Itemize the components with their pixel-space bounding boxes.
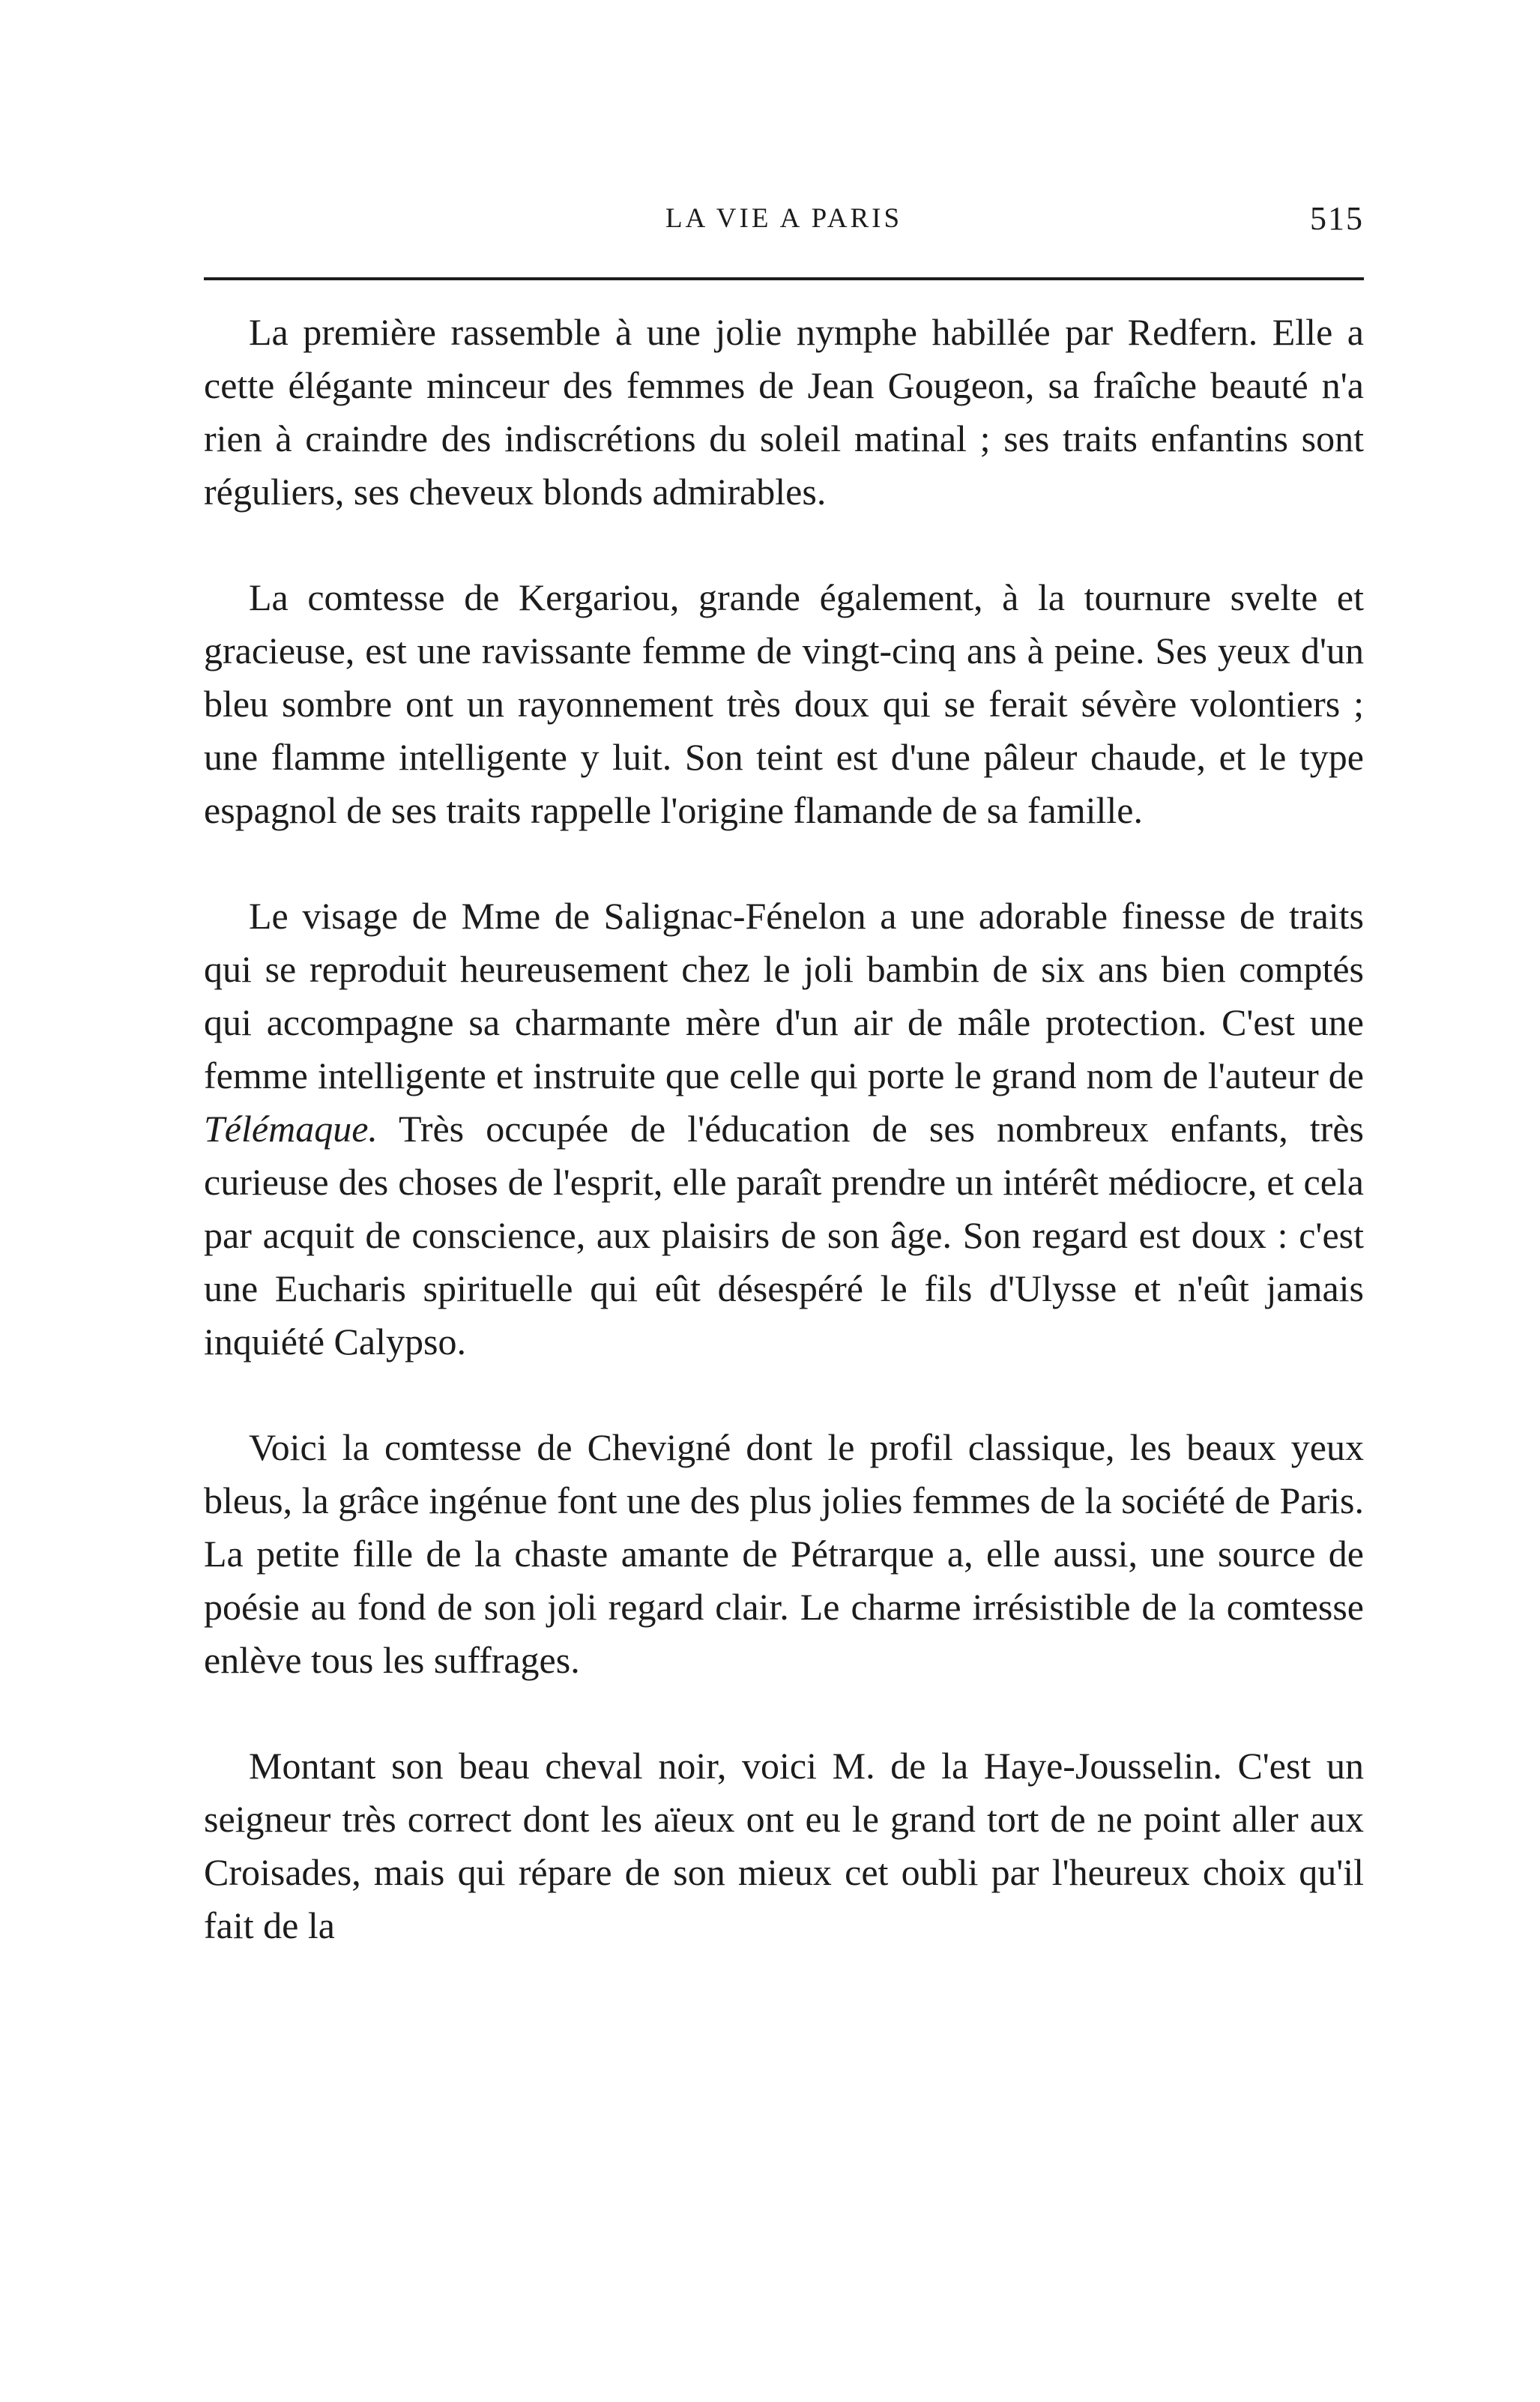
paragraph-1: La première rassemble à une jolie nymphe habillée par Redfern. Elle a cette élégante minceur des femmes de Jean Gougeon, sa fraîche beauté n'a rien à craindre des indiscrétions du soleil matinal ; ses traits enfantins sont réguliers, ses cheveux blonds admirables. — [204, 311, 1364, 513]
header-rule — [204, 277, 1364, 280]
paragraph-5: Montant son beau cheval noir, voici M. de la Haye-Jousselin. C'est un seigneur très correct dont les aïeux ont eu le grand tort de ne point aller aux Croisades, mais qui répare de son mieux cet oubli par l'heureux choix qu'il fait de la — [204, 1745, 1364, 1946]
paragraph-3-text-after: Très occupée de l'éducation de ses nombreux enfants, très curieuse des choses de l'esprit, elle paraît prendre un intérêt médiocre, et cela par acquit de conscience, aux plaisirs de son âge. Son regard est doux : c'est une Eucharis spirituelle qui eût désespéré le fils d'Ulysse et n'eût jamais inquiété Calypso. — [204, 1108, 1364, 1363]
paragraph-3-italic-title: Télémaque. — [204, 1108, 378, 1150]
paragraph-4: Voici la comtesse de Chevigné dont le profil classique, les beaux yeux bleus, la grâce ingénue font une des plus jolies femmes de la société de Paris. La petite fille de la chaste amante de Pétrarque a, elle aussi, une source de poésie au fond de son joli regard clair. Le charme irrésistible de la comtesse enlève tous les suffrages. — [204, 1426, 1364, 1681]
running-title: LA VIE A PARIS — [665, 203, 903, 234]
page-number: 515 — [1310, 200, 1364, 237]
body-text — [204, 306, 1364, 2005]
paragraph-2: La comtesse de Kergariou, grande également, à la tournure svelte et gracieuse, est une ravissante femme de vingt-cinq ans à peine. Ses yeux d'un bleu sombre ont un rayonnement très doux qui se ferait sévère volontiers ; une flamme intelligente y luit. Son teint est d'une pâleur chaude, et le type espagnol de ses traits rappelle l'origine flamande de sa famille. — [204, 576, 1364, 831]
paragraph-3-text-before: Le visage de Mme de Salignac-Fénelon a une adorable finesse de traits qui se reproduit heureusement chez le joli bambin de six ans bien comptés qui accompagne sa charmante mère d'un air de mâle protection. C'est une femme intelligente et instruite que celle qui porte le grand nom de l'auteur de — [204, 895, 1364, 1096]
paragraph-3 — [204, 890, 1364, 1369]
running-header — [204, 196, 1364, 241]
